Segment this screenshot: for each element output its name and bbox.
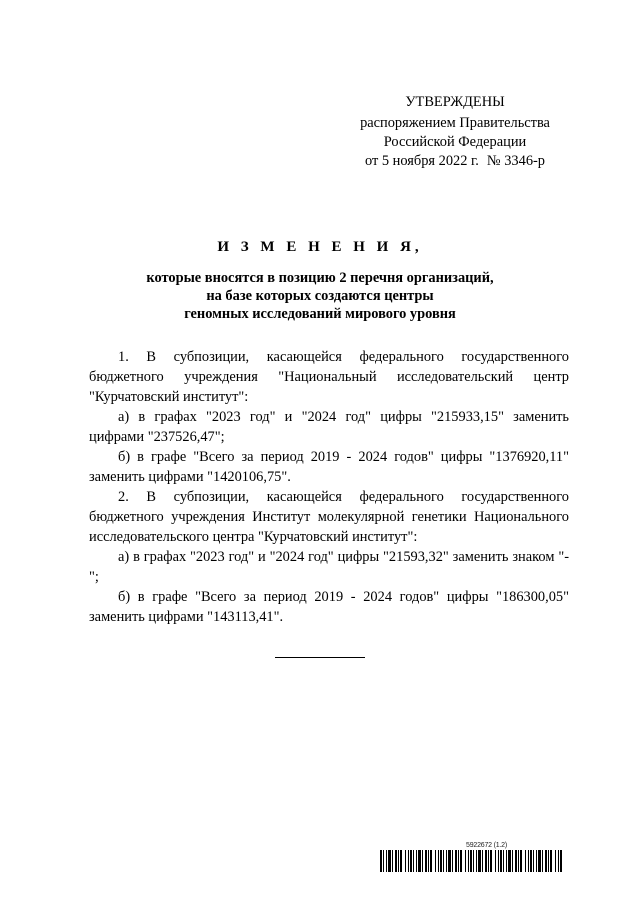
paragraph-item-1: 1. В субпозиции, касающейся федерального государственного бюджетного учреждения "Национальный исследовательский центр "Курчатовский институт":: [89, 349, 569, 405]
approval-number: № 3346-р: [486, 153, 546, 169]
approval-line-2: Российской Федерации: [383, 134, 527, 150]
paragraph-item-1a: а) в графах "2023 год" и "2024 год" цифры "215933,15" заменить цифрами "237526,47";: [89, 409, 569, 445]
approval-title: УТВЕРЖДЕНЫ: [405, 94, 505, 110]
document-body: [89, 347, 569, 627]
document-subtitle-line-3: геномных исследований мирового уровня: [184, 306, 456, 322]
paragraph-item-2b: б) в графе "Всего за период 2019 - 2024 годов" цифры "186300,05" заменить цифрами "143113,41".: [89, 589, 569, 625]
paragraph-item-1b: б) в графе "Всего за период 2019 - 2024 годов" цифры "1376920,11" заменить цифрами "1420106,75".: [89, 449, 569, 485]
end-divider: [275, 657, 365, 658]
document-title: И З М Е Н Е Н И Я,: [217, 239, 423, 255]
approval-block: [340, 93, 570, 171]
barcode-icon: [380, 850, 563, 872]
paragraph-item-2a: а) в графах "2023 год" и "2024 год" цифры "21593,32" заменить знаком "-";: [89, 549, 569, 585]
document-code: 5922672 (1.2): [466, 842, 507, 849]
approval-line-1: распоряжением Правительства: [360, 115, 550, 131]
paragraph-item-2: 2. В субпозиции, касающейся федерального государственного бюджетного учреждения Институт молекулярной генетики Национального исследовательского центра "Курчатовский институт":: [89, 489, 569, 545]
document-subtitle-line-1: которые вносятся в позицию 2 перечня организаций,: [146, 270, 494, 286]
approval-date: от 5 ноября 2022 г.: [364, 153, 479, 169]
document-subtitle-line-2: на базе которых создаются центры: [206, 288, 434, 304]
approval-date-line: [340, 152, 570, 171]
document-heading: [0, 239, 640, 323]
